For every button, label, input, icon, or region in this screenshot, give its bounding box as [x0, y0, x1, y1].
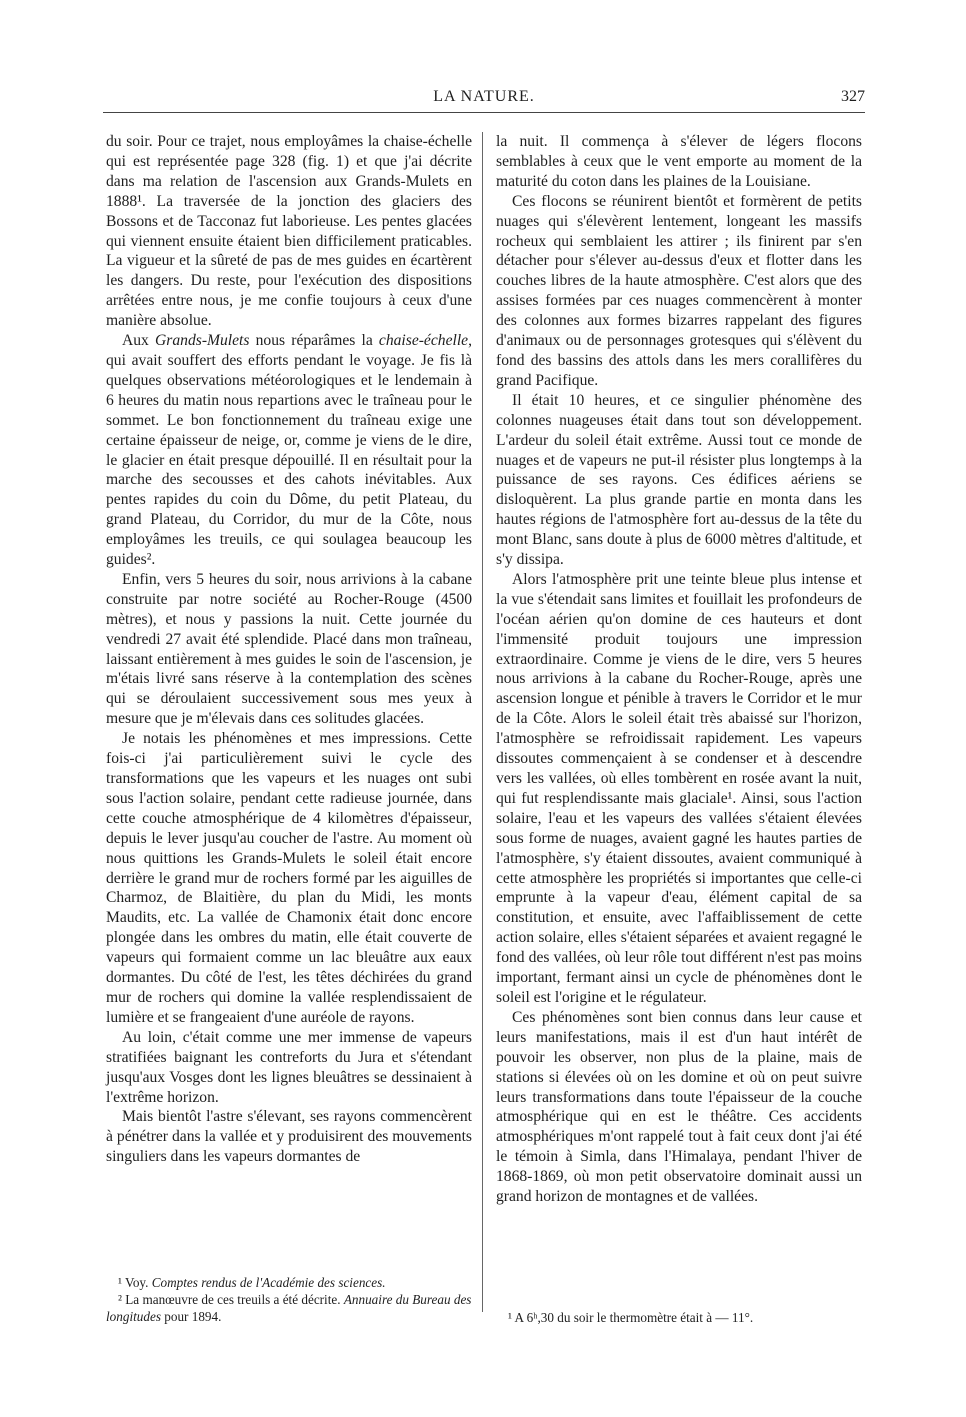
footnote-italic: Annuaire du Bureau des longitudes	[106, 1292, 472, 1324]
text-run: , qui avait souffert des efforts pendant le voyage. Je fis là quelques observations météorologiques et le lendemain à 6 heures du matin nous repartions avec le traîneau pour le sommet. Le bon fonctionnement du traîneau exige une certaine épaisseur de neige, or, comme je viens de le dire, le glacier en était presque dépouillé. Il en résultait pour la marche des secousses et des cahots inévitables. Aux pentes rapides du coin du Dôme, du petit Plateau, du grand Plateau, du Corridor, du mur de la Côte, nous employâmes les treuils, ce qui soulagea beaucoup les guides².	[106, 332, 472, 569]
running-header	[103, 86, 865, 113]
column-divider	[482, 132, 483, 1312]
footnote: ¹ A 6ʰ,30 du soir le thermomètre était à — 11°.	[508, 1310, 754, 1325]
paragraph: Ces phénomènes sont bien connus dans leur cause et leurs manifestations, mais il est d'un haut intérêt de pouvoir les observer, non plus de la plaine, mais de stations si élevées où on les domine et où on peut suivre leurs transformations dans toute l'épaisseur de la couche atmosphérique qui en est le théâtre. Ces accidents atmosphériques m'ont rappelé tout à fait ceux dont j'ai été le témoin à Simla, dans l'Himalaya, pendant l'hiver de 1868-1869, où mon petit observatoire dominait aussi un grand horizon de montagnes et de vallées.	[496, 1008, 862, 1206]
italic-run: Grands-Mulets	[155, 332, 250, 350]
paragraph: du soir. Pour ce trajet, nous employâmes la chaise-échelle qui est représentée page 328 (fig. 1) et que j'ai décrite dans ma relation de l'ascension aux Grands-Mulets en 1888¹. La traversée de la jonction des glaciers des Bossons et de Tacconaz fut laborieuse. Les pentes glacées qui viennent ensuite étaient bien difficilement praticables. La vigueur et la sûreté de pas de mes guides en écartèrent les dangers. Du reste, pour l'exécution des dispositions arrêtées entre nous, je me confie toujours à ceux d'une manière absolue.	[106, 133, 472, 330]
footnote-text: ² La manœuvre de ces treuils a été décrite.	[118, 1292, 344, 1307]
right-column	[496, 132, 862, 1207]
footnote-text: ¹ Voy.	[118, 1275, 152, 1290]
footnote	[106, 1274, 472, 1291]
italic-run: chaise-échelle	[378, 332, 469, 350]
text-run: Aux	[122, 332, 156, 350]
paragraph: Mais bientôt l'astre s'élevant, ses rayons commencèrent à pénétrer dans la vallée et y produisirent des mouvements singuliers dans les vapeurs dormantes de	[106, 1108, 472, 1166]
paragraph: Il était 10 heures, et ce singulier phénomène des colonnes nuageuses était dans tout son développement. L'ardeur du soleil était extrême. Aussi tout ce monde de nuages et de vapeurs ne put-il résister plus longtemps à la puissance de ses rayons. Ces édifices aériens se disloquèrent. La plus grande partie en monta dans les hautes régions de l'atmosphère fort au-dessus de la tête du mont Blanc, sans doute à plus de 6000 mètres d'altitude, et s'y dissipa.	[496, 391, 862, 569]
paragraph	[106, 331, 472, 570]
text-run: nous réparâmes la	[249, 332, 379, 350]
footnote	[106, 1291, 472, 1325]
paragraph: Alors l'atmosphère prit une teinte bleue plus intense et la vue s'étendait sans limites et fouillait les profondeurs de l'océan aérien qu'on domine de ces hauteurs et dont l'immensité produit toujours une impression extraordinaire. Comme je viens de le dire, vers 5 heures nous arrivions à la cabane du Rocher-Rouge, après une ascension longue et pénible à travers le Corridor et le mur de la Côte. Alors le soleil était très abaissé sur l'horizon, l'atmosphère se refroidissait rapidement. Les vapeurs dissoutes commençaient à se condenser et à descendre vers les vallées, où elles tombèrent en rosée avant la nuit, qui fut resplendissante mais glaciale¹. Ainsi, sous l'action solaire, l'eau et les vapeurs des vallées s'étaient élevées sous forme de nuages, avaient gagné les hautes parties de l'atmosphère, s'y étaient dissoutes, avaient communiqué à cette atmosphère les propriétés si importantes que celle-ci emprunte à la vapeur d'eau, élément capital de sa constitution, et ensuite, avec l'affaiblissement de cette action solaire, elles s'étaient séparées et avaient regagné le fond des vallées, où leur rôle tout différent n'est pas moins important, fermant ainsi un cycle de phénomènes dont le soleil est l'origine et le régulateur.	[496, 570, 862, 1006]
paragraph: la nuit. Il commença à s'élever de légers flocons semblables à ceux que le vent emporte au moment de la maturité du coton dans les plaines de la Louisiane.	[496, 133, 862, 190]
paragraph: Enfin, vers 5 heures du soir, nous arrivions à la cabane construite par notre société au Rocher-Rouge (4500 mètres), et nous y passions la nuit. Cette journée du vendredi 27 avait été splendide. Placé dans mon traîneau, laissant entièrement à mes guides le soin de l'ascension, je m'étais livré sans réserve à la contemplation des scènes qui se déroulaient successivement sous mes yeux à mesure que je m'élevais dans ces solitudes glacées.	[106, 570, 472, 728]
page-number: 327	[841, 88, 865, 105]
paragraph: Ces flocons se réunirent bientôt et formèrent de petits nuages qui s'élevèrent lentement, longeant les massifs rocheux qui semblaient les attirer ; ils finirent par s'en détacher pour s'élever au-dessus d'eux et flotter dans les couches libres de la haute atmosphère. C'est alors que des assises formées par ces nuages commencèrent à monter des colonnes aux formes bizarres rappelant des figures d'animaux ou de personnages grotesques qui s'élèvent du fond des bassins des attols dans les mers corallifères du grand Pacifique.	[496, 192, 862, 389]
journal-title: LA NATURE.	[433, 88, 535, 105]
left-column	[106, 132, 472, 1167]
footnote-italic: Comptes rendus de l'Académie des sciences.	[151, 1275, 386, 1290]
paragraph: Au loin, c'était comme une mer immense de vapeurs stratifiées baignant les contreforts du Jura et s'étendant jusqu'aux Vosges dont les lignes bleuâtres se dessinaient à l'extrême horizon.	[106, 1028, 472, 1106]
footnote-text: pour 1894.	[160, 1309, 222, 1324]
footnotes-left	[106, 1274, 472, 1325]
footnotes-right	[496, 1309, 862, 1326]
paragraph: Je notais les phénomènes et mes impressions. Cette fois-ci j'ai particulièrement suivi le cycle des transformations que les vapeurs et les nuages ont subi sous l'action solaire, pendant cette radieuse journée, dans cette couche atmosphérique de 4 kilomètres d'épaisseur, depuis le lever jusqu'au coucher de l'astre. Au moment où nous quittions les Grands-Mulets le soleil était encore derrière le grand mur de rochers formé par les aiguilles de Charmoz, de Blaitière, du plan du Midi, les monts Maudits, etc. La vallée de Chamonix était donc encore plongée dans les ombres du matin, elle était couverte de vapeurs qui formaient comme un lac bleuâtre aux eaux dormantes. Du côté de l'est, les têtes déchirées du grand mur de rochers qui domine la vallée resplendissaient de lumière et se frangeaient d'une auréole de rayons.	[106, 730, 472, 1026]
